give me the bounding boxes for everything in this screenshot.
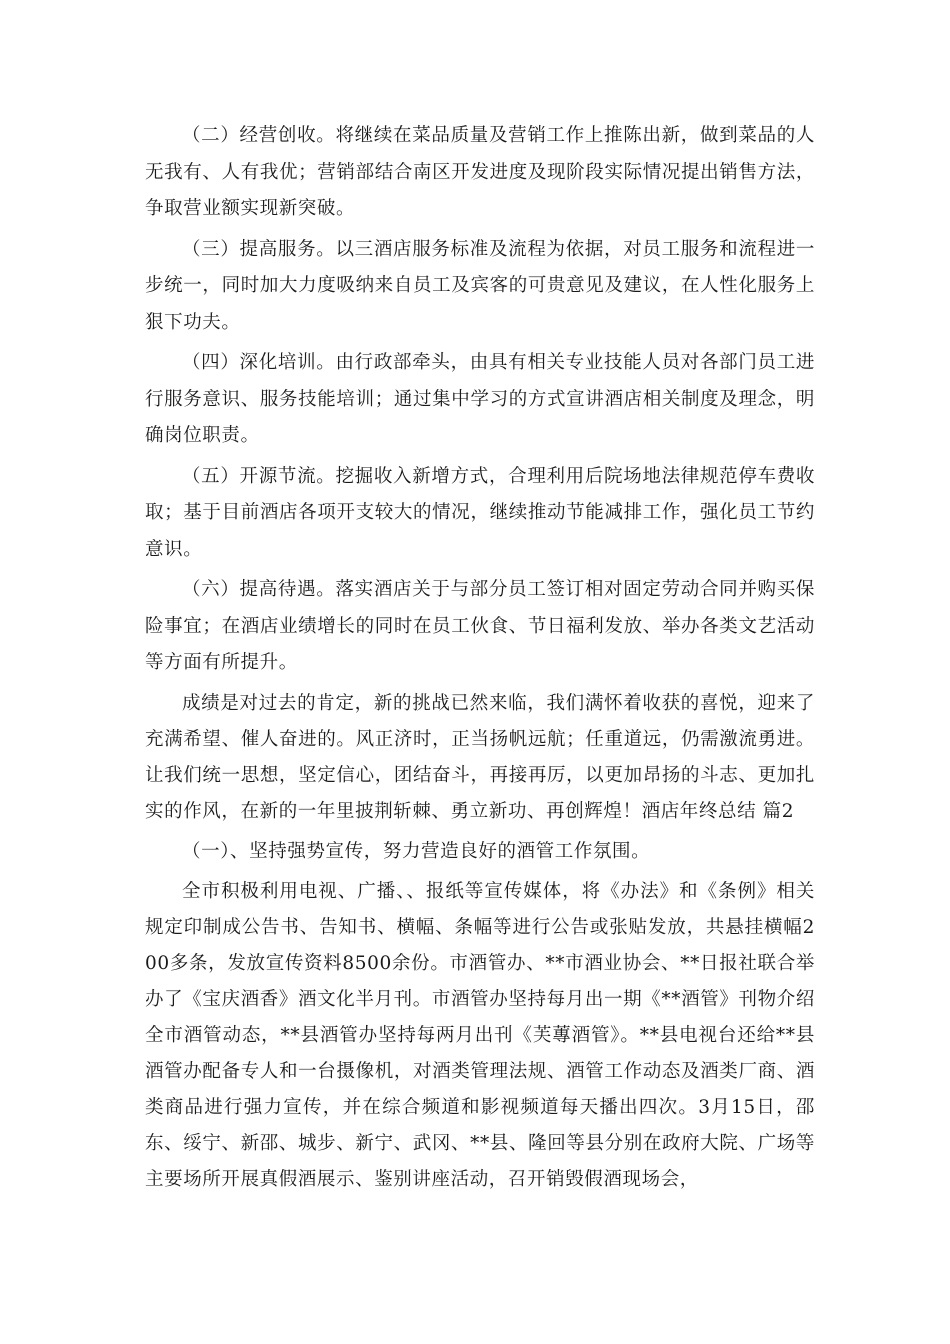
- paragraph-benefits: （六）提高待遇。落实酒店关于与部分员工签订相对固定劳动合同并购买保险事宜；在酒店业绩增长的同时在员工伙食、节日福利发放、举办各类文艺活动等方面有所提升。: [145, 579, 815, 673]
- paragraph-operations: （二）经营创收。将继续在菜品质量及营销工作上推陈出新，做到菜品的人无我有、人有我优；营销部结合南区开发进度及现阶段实际情况提出销售方法，争取营业额实现新突破。: [145, 125, 815, 219]
- paragraph-cost-saving: （五）开源节流。挖掘收入新增方式，合理利用后院场地法律规范停车费收取；基于目前酒店各项开支较大的情况，继续推动节能减排工作，强化员工节约意识。: [145, 465, 815, 560]
- paragraph-training: （四）深化培训。由行政部牵头，由具有相关专业技能人员对各部门员工进行服务意识、服务技能培训；通过集中学习的方式宣讲酒店相关制度及理念，明确岗位职责。: [145, 352, 815, 446]
- paragraph-publicity: 全市积极利用电视、广播、、报纸等宣传媒体，将《办法》和《条例》相关规定印制成公告书、告知书、横幅、条幅等进行公告或张贴发放，共悬挂横幅200多条，发放宣传资料8500余份。市酒管办、**市酒业协会、**日报社联合举办了《宝庆酒香》酒文化半月刊。市酒管办坚持每月出一期《**酒管》刊物介绍全市酒管动态，**县酒管办坚持每两月出刊《芙蓴酒管》。**县电视台还给**县酒管办配备专人和一台摄像机，对酒类管理法规、酒管工作动态及酒类厂商、酒类商品进行强力宣传，并在综合频道和影视频道每天播出四次。3月15日，邵东、绥宁、新邵、城步、新宁、武冈、**县、隆回等县分别在政府大院、广场等主要场所开展真假酒展示、鉴别讲座活动，召开销毁假酒现场会，: [145, 881, 815, 1190]
- paragraph-conclusion: 成绩是对过去的肯定，新的挑战已然来临，我们满怀着收获的喜悦，迎来了充满希望、催人奋进的。风正济时，正当扬帆远航；任重道远，仍需激流勇进。让我们统一思想，坚定信心，团结奋斗，再接再厉，以更加昂扬的斗志、更加扎实的作风，在新的一年里披荆斩棘、勇立新功、再创辉煌！酒店年终总结 篇2: [145, 692, 815, 822]
- document-body: [145, 118, 815, 1202]
- paragraph-section-heading: （一）、坚持强势宣传，努力营造良好的酒管工作氛围。: [182, 840, 651, 862]
- paragraph-service: （三）提高服务。以三酒店服务标准及流程为依据，对员工服务和流程进一步统一，同时加大力度吸纳来自员工及宾客的可贵意见及建议，在人性化服务上狠下功夫。: [145, 238, 815, 333]
